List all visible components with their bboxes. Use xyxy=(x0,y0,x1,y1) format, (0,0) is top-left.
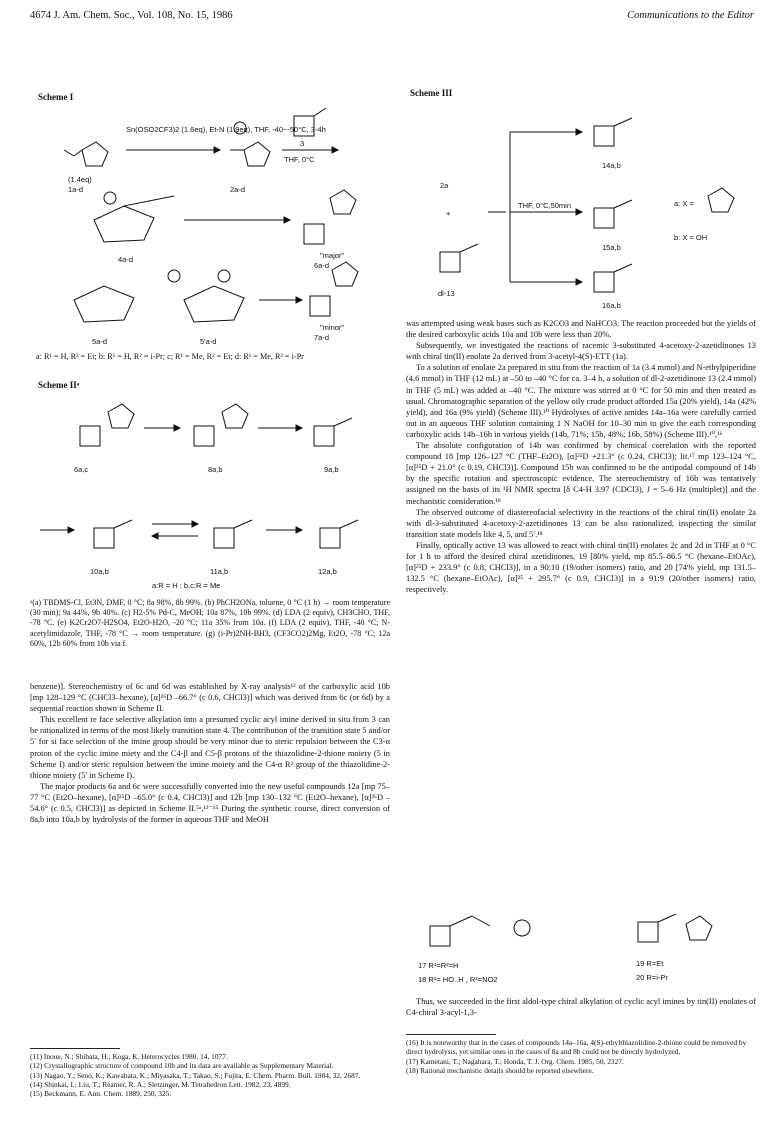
scheme1-figure xyxy=(34,100,390,348)
compound-2a-label: 2a xyxy=(440,181,449,190)
right-paragraph-3: To a solution of enolate 2a prepared in situ from the reaction of 1a (3.4 mmol) and N-ethylpiperidine (4.6 mmol) in THF (12 mL) at –50 to –40 °C for ca. 3–4 h, a solution of dl-2-azetidinone 13 (2.4 mmol) in THF (5 mL) was added at –40 °C. The mixture was stirred at 0 °C for 50 min and then treated as usual. Chromatographic separation of the yellow oily crude product afforded 15a (20% yield), 14a (42% yield), and 16a (9% yield) (Scheme III).¹⁰ Hydrolyses of active amides 14a–16a were carefully carried out in an aqueous THF solution containing 1 N NaOH for 10–30 min to give the each corresponding carboxylic acids 14b–16b in various yields (14b, 71%; 15b, 48%; 16b, 58%) (Scheme III).¹⁰,¹⁶ xyxy=(406,363,756,439)
compound-7-label: 7a-d xyxy=(314,333,330,342)
footnote-13: (13) Nagao, Y.; Seno, K.; Kawabata, K.; Miyasaka, T.; Takao, S.; Fujita, E. Chem. Pharm. Bull. 1984, 32, 2687. xyxy=(30,1070,361,1080)
scheme3-legend-a: a: X = xyxy=(674,199,694,208)
compound-2-label: 2a-d xyxy=(230,185,246,194)
right-tail-paragraph: Thus, we succeeded in the first aldol-type chiral alkylation of cyclic acyl imines by tin(II) enolates of C4-chiral 3-acyl-1,3- xyxy=(406,997,756,1018)
footnote-16: (16) It is noteworthy that in the cases of compounds 14a–16a, 4(S)-ethylthiazolidine-2-thione could be removed by direct hydrolysis, yet similar ones in the cases of 8a and 8b could not be directly hydrolyzed. xyxy=(406,1038,747,1057)
structure-18-label: 18 R¹= HO..H , R²=NO2 xyxy=(418,975,498,984)
compound-16-label: 16a,b xyxy=(602,301,621,310)
compound-12-label: 12a,b xyxy=(318,567,337,576)
scheme1-legend: a: R¹ = H, R² = Et; b: R¹ = H, R² = i-Pr; c; R¹ = Me, R² = Et; d: R¹ = Me, R² = i-Pr xyxy=(36,352,304,361)
right-tail xyxy=(406,996,756,1018)
compound-14-label: 14a,b xyxy=(602,161,621,170)
compound-5prime-label: 5'a-d xyxy=(200,337,217,346)
structure-19-label: 19 R=Et xyxy=(636,959,664,968)
footnote-15: (15) Beckmann, E. Ann. Chem. 1889, 250, 325. xyxy=(30,1089,172,1098)
running-header-left: 4674 J. Am. Chem. Soc., Vol. 108, No. 15, 1986 xyxy=(30,10,233,21)
running-header-right: Communications to the Editor xyxy=(627,10,754,21)
scheme1-label: Scheme I xyxy=(38,92,74,102)
plus-sign: + xyxy=(446,209,451,218)
right-paragraph-4: The absolute configuration of 14b was confirmed by chemical correlation with the reported compound 18 [mp 126–127 °C (THF–Et2O), [α]²⁵D +21.3° (c 0.24, CHCl3); lit.¹⁷ mp 123–124 °C, [α]²⁵D + 21.0° (c 0.19, CHCl3)]. Compound 15b was confirmed to be the antipodal compound of 14b by the specific rotation and spectroscopic evidence. The stereochemistry of 16b was tentatively assigned on the basis of its ¹H NMR spectra [δ C4-H 3.97 (CDCl3), J = 5–6 Hz (multiplet)] and the mechanistic consideration.¹⁸ xyxy=(406,441,756,506)
right-footnote-rule xyxy=(406,1034,496,1035)
right-body xyxy=(406,318,756,595)
left-footnote-rule xyxy=(30,1048,120,1049)
scheme1-reagent2-text: THF, 0°C xyxy=(284,155,315,164)
left-paragraph-3: The major products 6a and 6c were successfully converted into the new useful compounds 12a [mp 75–77 °C (Et2O–hexane), [α]²⁵D –65.0° (c 0.4, CHCl3)] and 12b [mp 130–132 °C (Et2O–hexane), [α]²⁶D –54.6° (c 0.5, CHCl3)] as depicted in Scheme II.⁵ᵃ,¹³⁻¹⁵ During the synthetic course, direct conversion of 8a,b into 10a,b by hydrolysis of the former in aqueous THF and MeOH xyxy=(30,781,390,825)
structure-20-label: 20 R=i-Pr xyxy=(636,973,668,982)
minor-label: "minor" xyxy=(320,323,345,332)
footnote-17: (17) Kametani, T.; Nagahara, T.; Honda, T. J. Org. Chem. 1985, 50, 2327. xyxy=(406,1056,624,1066)
scheme2-r-legend: a:R = H ; b,c:R = Me xyxy=(152,581,221,590)
scheme3-conditions: THF, 0°C,50min xyxy=(518,201,572,210)
compound-5-label: 5a-d xyxy=(92,337,108,346)
scheme3-label: Scheme III xyxy=(410,88,453,98)
left-paragraph-1: benzene)]. Stereochemistry of 6c and 6d was established by X-ray analysis¹² of the carboxylic acid 10b [mp 128–129 °C (CHCl3–hexane), [α]²⁶D –66.7° (c 0.6, CHCl3)] which was derived from 6c (or 6d) by a sequential reaction shown in Scheme II. xyxy=(30,682,390,714)
compound-3-label: 3 xyxy=(300,139,305,148)
compound-10-label: 10a,b xyxy=(90,567,109,576)
scheme2-footnote: ᵃ(a) TBDMS-Cl, Et3N, DMF, 0 °C; 8a 98%, 8b 99%. (b) PhCH2ONa, toluene, 0 °C (1 h) → room temperature (30 min); 9a 44%, 9b 40%. (c) H2-5% Pd-C, MeOH; 10a 87%, 10b 99%. (d) LDA (2 equiv), CH3CHO, THF, -78 °C. (e) K2Cr2O7-H2SO4, Et2O-H2O, -20 °C; 11a 35% from 10a. (f) LDA (2 equiv), THF, -40 °C; N-acetylimidazole, THF, -78 °C → room temperature. (g) (i-Pr)2NH-BH3, (CF3CO2)2Mg, Et2O, -78 °C; 12a 60%, 12b 60% from 10b via f. xyxy=(30,598,390,648)
scheme2-drawing xyxy=(34,390,390,592)
scheme3-drawing xyxy=(406,96,756,314)
footnote-18: (18) Rational mechanistic details should be reported elsewhere. xyxy=(406,1065,594,1075)
scheme3-figure xyxy=(406,96,756,314)
right-paragraph-2: Subsequently, we investigated the reactions of racemic 3-substituted 4-acetoxy-2-azetidinones 13 with chiral tin(II) enolate 2a derived from 3-acetyl-4(S)-ETT (1a). xyxy=(406,341,756,362)
left-body xyxy=(30,681,390,825)
scheme2-label: Scheme IIᵃ xyxy=(38,380,80,390)
right-paragraph-1: was attempted using weak bases such as K2CO3 and NaHCO3. The reaction proceeded but the yields of the desired carboxylic acids 10a and 10b were less than 20%. xyxy=(406,319,756,340)
right-paragraph-5: The observed outcome of diastereofacial selectivity in the reactions of the chiral tin(II) enolate 2a with dl-3-substituted 4-acetoxy-2-azetidinones 13 can be also rationalized, inspecting the similar transition state models like 4, 5, and 5′.¹⁸ xyxy=(406,507,756,539)
structures-drawing xyxy=(410,896,756,992)
scheme1-eq-label: (1.4eq) xyxy=(68,175,92,184)
left-paragraph-2: This excellent re face selective alkylation into a presumed cyclic acyl imine derived in situ from 3 can be rationalized in terms of the most likely transition state 4. The contribution of the transition state 5 and/or 5′ for si face selection of the imine group should be very minor due to steric repulsion between the C3-α proton of the cyclic imine miety and the C4-β and C5-β protons of the thiazolidine-2-thione moiety (5 in Scheme I) and/or steric repulsion between the imine moiety and the C4-α R² group of the thiazolidine-2-thione moiety (5′ in Scheme I). xyxy=(30,715,390,780)
structures-17-20-figure xyxy=(410,896,756,992)
scheme2-figure xyxy=(34,390,390,592)
scheme1-drawing xyxy=(34,100,390,348)
compound-9-label: 9a,b xyxy=(324,465,339,474)
compound-13-label: dl-13 xyxy=(438,289,455,298)
scheme3-legend-b: b: X = OH xyxy=(674,233,708,242)
footnote-14: (14) Shinkai, I.; Liu, T.; Reamer, R. A.; Sletzinger, M. Tetrahedron Lett. 1982, 23, 4899. xyxy=(30,1079,291,1089)
compound-8-label: 8a,b xyxy=(208,465,223,474)
footnote-12: (12) Crystallographic structure of compound 10b and its data are available as Supplementary Material. xyxy=(30,1061,334,1071)
footnote-11: (11) Inoue, N.; Shibata, H.; Koga, K. Heterocycles 1980, 14, 1077. xyxy=(30,1052,228,1061)
structure-17-label: 17 R¹=R²=H xyxy=(418,961,459,970)
major-label: "major" xyxy=(320,251,345,260)
compound-6-label: 6a-d xyxy=(314,261,330,270)
left-footnotes xyxy=(30,1052,390,1098)
scheme1-reagent-text: Sn(OSO2CF3)2 (1.6eq), Et-N (1.9eq), THF, -40~-50°C, 3-4h xyxy=(126,125,326,134)
compound-11-label: 11a,b xyxy=(210,567,229,576)
compound-1-label: 1a-d xyxy=(68,185,84,194)
compound-15-label: 15a,b xyxy=(602,243,621,252)
compound-4-label: 4a-d xyxy=(118,255,134,264)
right-paragraph-6: Finally, optically active 13 was allowed to react with chiral tin(II) enolates 2c and 2d in THF at 0 °C for 1 h to afford the desired chiral azetidinones, 19 [80% yield, mp 85.5–86.5 °C (hexane–EtOAc), [α]²⁵D + 233.9° (c 0.8, CHCl3)], in a 90:10 (19/other isomers) ratio, and 20 [74% yield, mp 131.5–132.5 °C (hexane–EtOAc), [α]²⁵ + 295.7° (c 0.9, CHCl3)] in a 91:9 (20/other isomers) ratio, respectively. xyxy=(406,540,756,595)
compound-6ac-label: 6a,c xyxy=(74,465,89,474)
right-footnotes xyxy=(406,1038,756,1075)
